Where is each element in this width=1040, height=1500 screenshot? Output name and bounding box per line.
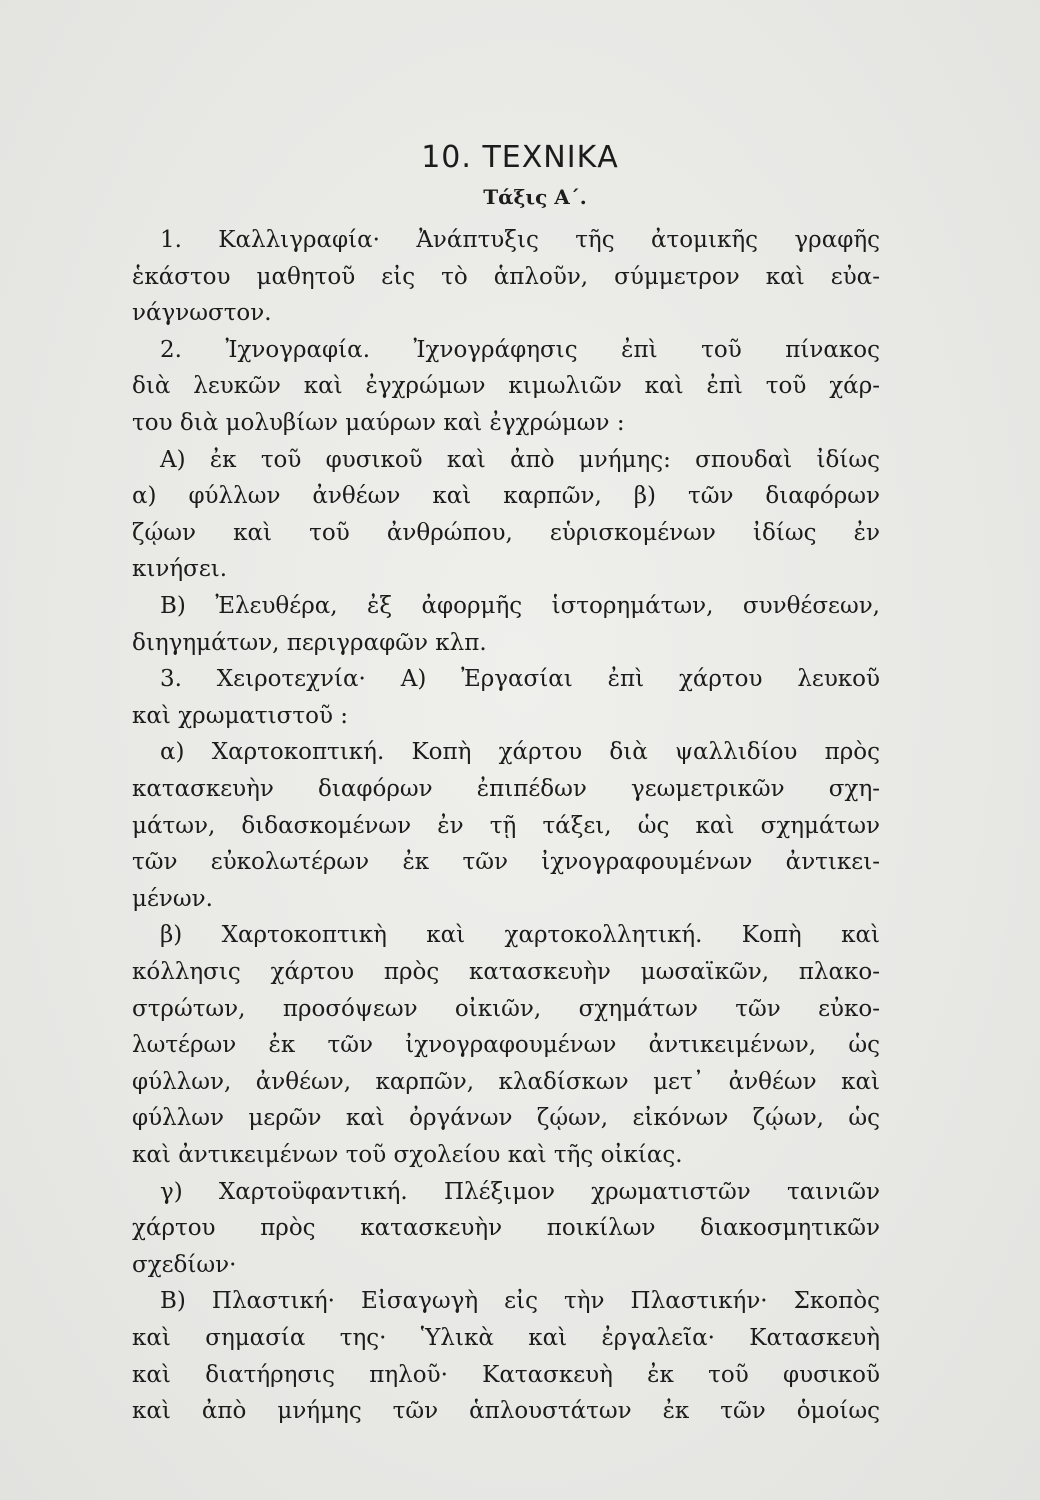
text-line: μάτων, διδασκομένων ἐν τῇ τάξει, ὡς καὶ σχημάτων (132, 812, 880, 839)
text-line: 1. Καλλιγραφία· Ἀνάπτυξις τῆς ἀτομικῆς γραφῆς (160, 227, 880, 253)
text-line: κατασκευὴν διαφόρων ἐπιπέδων γεωμετρικῶν σχη- (132, 776, 880, 802)
text-line: κόλλησις χάρτου πρὸς κατασκευὴν μωσαϊκῶν, πλακο- (132, 959, 880, 985)
class-title: Τάξις Α΄. (483, 185, 587, 209)
text-line: καὶ χρωματιστοῦ : (132, 702, 348, 729)
text-line: χάρτου πρὸς κατασκευὴν ποικίλων διακοσμητικῶν (132, 1215, 880, 1242)
text-line: λωτέρων ἐκ τῶν ἰχνογραφουμένων ἀντικειμένων, ὡς (132, 1032, 880, 1059)
chapter-title: 10. ΤΕΧΝΙΚΑ (421, 140, 619, 175)
text-line: Α) ἐκ τοῦ φυσικοῦ καὶ ἀπὸ μνήμης: σπουδαὶ ἰδίως (160, 446, 880, 473)
text-line: κινήσει. (132, 556, 228, 583)
text-line: στρώτων, προσόψεων οἰκιῶν, σχημάτων τῶν εὐκο- (132, 995, 880, 1022)
text-line: σχεδίων· (132, 1251, 237, 1278)
text-line: καὶ σημασία της· Ὑλικὰ καὶ ἐργαλεῖα· Κατασκευὴ (132, 1325, 880, 1351)
text-line: 3. Χειροτεχνία· Α) Ἐργασίαι ἐπὶ χάρτου λευκοῦ (160, 666, 880, 693)
text-line: τῶν εὐκολωτέρων ἐκ τῶν ἰχνογραφουμένων ἀντικει- (132, 849, 880, 876)
text-line: καὶ ἀπὸ μνήμης τῶν ἁπλουστάτων ἐκ τῶν ὁμοίως (132, 1398, 880, 1425)
text-line: καὶ διατήρησις πηλοῦ· Κατασκευὴ ἐκ τοῦ φυσικοῦ (132, 1361, 880, 1388)
text-line: του διὰ μολυβίων μαύρων καὶ ἐγχρώμων : (132, 410, 625, 436)
text-line: γ) Χαρτοϋφαντική. Πλέξιμον χρωματιστῶν ταινιῶν (160, 1178, 880, 1205)
text-line: Β) Ἐλευθέρα, ἐξ ἀφορμῆς ἱστορημάτων, συνθέσεων, (160, 593, 880, 619)
text-line: μένων. (132, 885, 213, 912)
text-line: φύλλων μερῶν καὶ ὀργάνων ζῴων, εἰκόνων ζῴων, ὡς (132, 1105, 880, 1132)
text-line: νάγνωστον. (132, 300, 272, 327)
text-line: Β) Πλαστική· Εἰσαγωγὴ εἰς τὴν Πλαστικήν· Σκοπὸς (160, 1288, 880, 1315)
text-line: ζῴων καὶ τοῦ ἀνθρώπου, εὑρισκομένων ἰδίως ἐν (132, 519, 880, 546)
text-line: α) φύλλων ἀνθέων καὶ καρπῶν, β) τῶν διαφόρων (132, 483, 880, 510)
text-line: διηγημάτων, περιγραφῶν κλπ. (132, 629, 487, 656)
text-line: β) Χαρτοκοπτικὴ καὶ χαρτοκολλητική. Κοπὴ καὶ (160, 922, 880, 949)
text-line: διὰ λευκῶν καὶ ἐγχρώμων κιμωλιῶν καὶ ἐπὶ τοῦ χάρ- (132, 373, 880, 400)
text-line: 2. Ἰχνογραφία. Ἰχνογράφησις ἐπὶ τοῦ πίνακος (160, 336, 880, 363)
text-line: φύλλων, ἀνθέων, καρπῶν, κλαδίσκων μετ᾿ ἀνθέων καὶ (132, 1068, 880, 1095)
text-line: α) Χαρτοκοπτική. Κοπὴ χάρτου διὰ ψαλλιδίου πρὸς (160, 739, 880, 766)
text-line: καὶ ἀντικειμένων τοῦ σχολείου καὶ τῆς οἰκίας. (132, 1142, 683, 1168)
text-line: ἑκάστου μαθητοῦ εἰς τὸ ἁπλοῦν, σύμμετρον καὶ εὐα- (132, 263, 880, 290)
